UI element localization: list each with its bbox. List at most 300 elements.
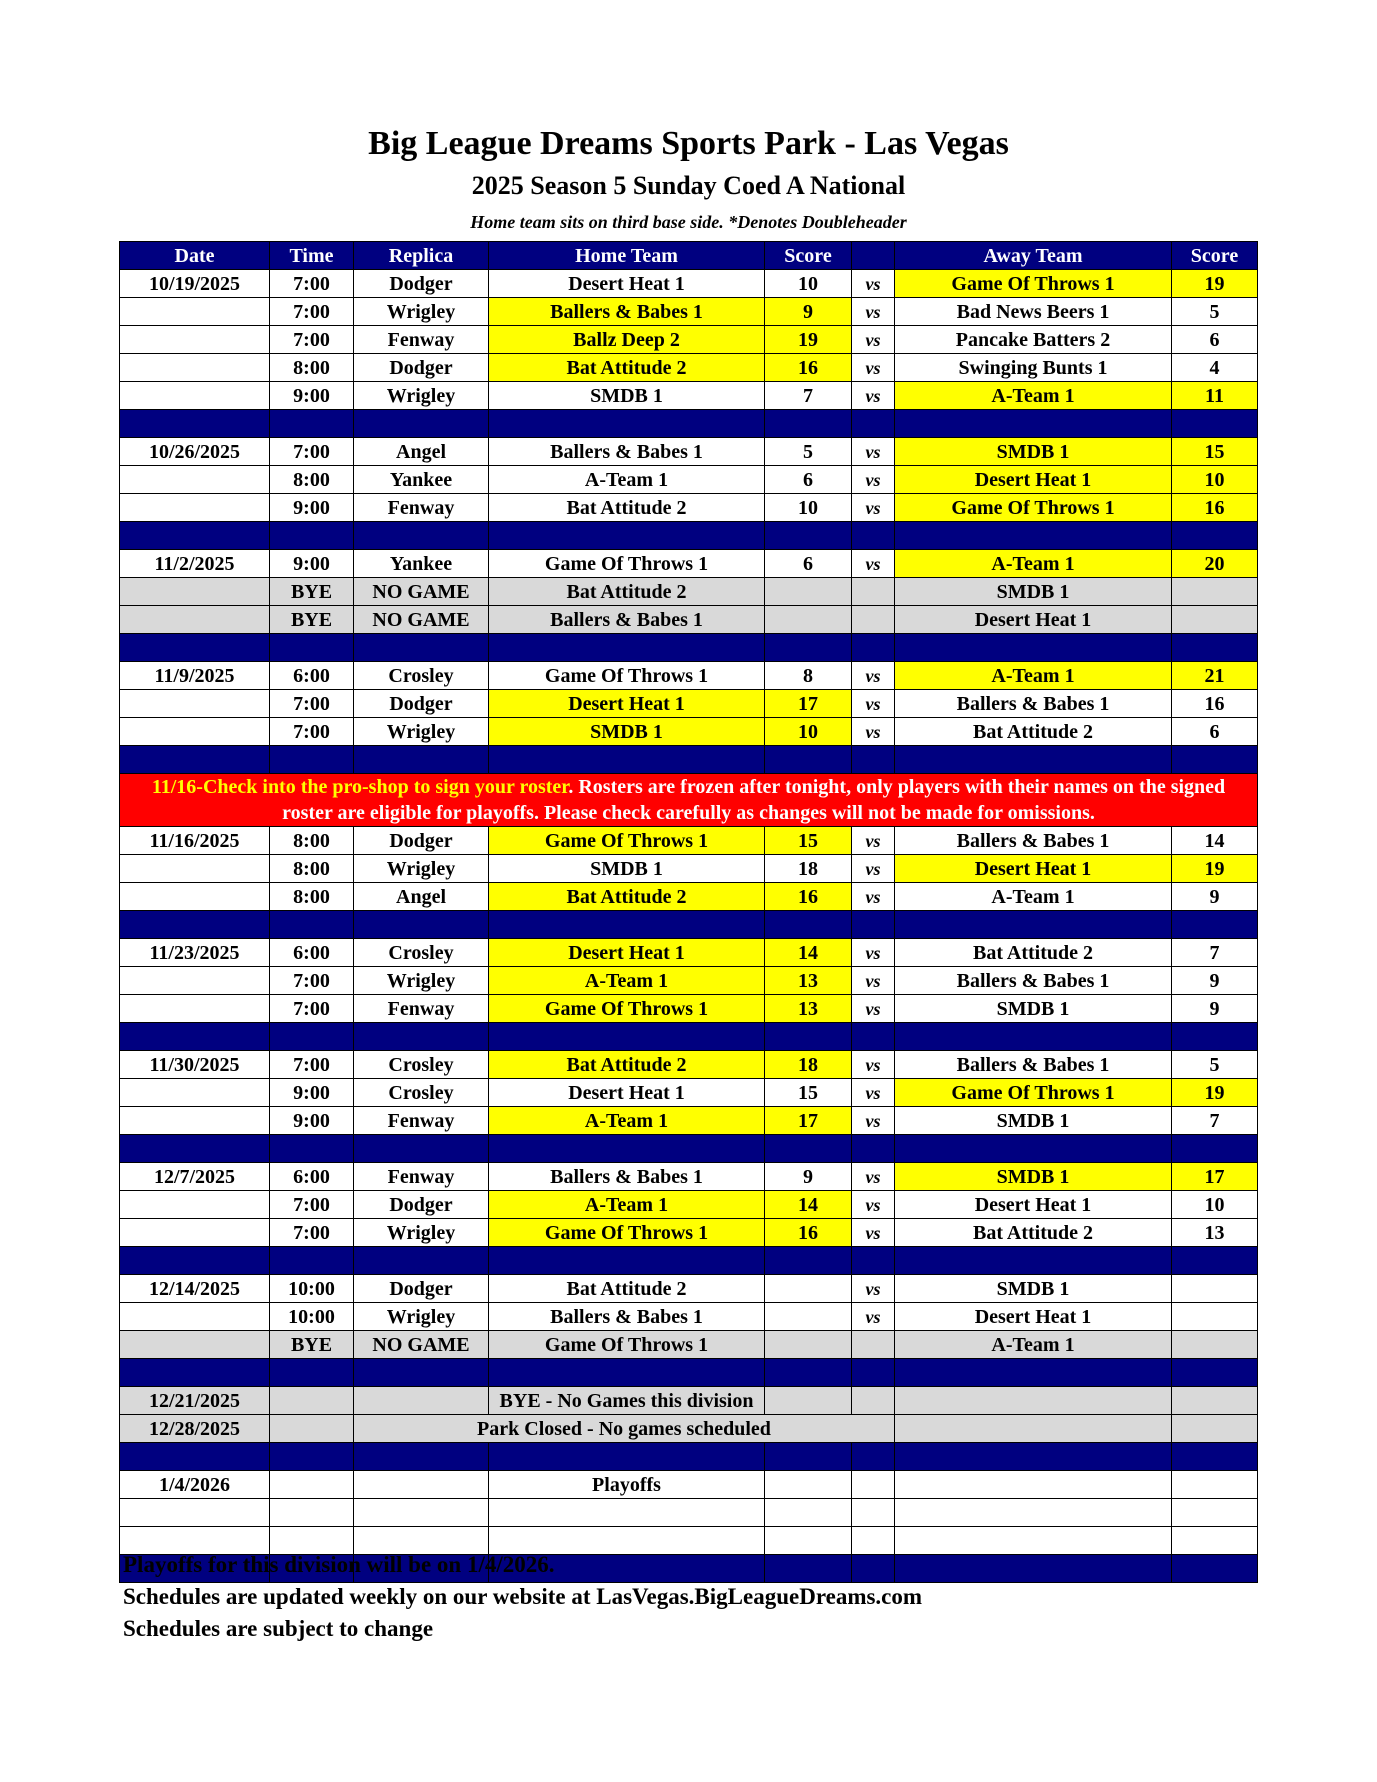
- vs-cell: vs: [852, 1219, 895, 1247]
- separator-cell: [1172, 746, 1258, 774]
- field-cell: Wrigley: [354, 1219, 489, 1247]
- vs-cell: vs: [852, 550, 895, 578]
- separator-cell: [852, 522, 895, 550]
- separator-cell: [489, 746, 765, 774]
- away-score-cell: [1172, 1415, 1258, 1443]
- home-score-cell: 16: [765, 883, 852, 911]
- separator-cell: [1172, 1135, 1258, 1163]
- time-cell: [270, 1415, 354, 1443]
- separator-row: [120, 746, 1258, 774]
- home-score-cell: 10: [765, 270, 852, 298]
- home-team-cell: Desert Heat 1: [489, 939, 765, 967]
- separator-cell: [354, 522, 489, 550]
- home-team-cell: Game Of Throws 1: [489, 995, 765, 1023]
- away-team-cell: [895, 1499, 1172, 1527]
- date-cell: 11/9/2025: [120, 662, 270, 690]
- field-cell: Dodger: [354, 690, 489, 718]
- vs-cell: vs: [852, 466, 895, 494]
- away-team-cell: A-Team 1: [895, 1331, 1172, 1359]
- away-score-cell: 17: [1172, 1163, 1258, 1191]
- away-team-cell: Desert Heat 1: [895, 1191, 1172, 1219]
- home-score-cell: 6: [765, 550, 852, 578]
- date-cell: [120, 995, 270, 1023]
- home-score-cell: [765, 1387, 852, 1415]
- away-team-cell: A-Team 1: [895, 662, 1172, 690]
- game-row: [120, 550, 1258, 578]
- vs-cell: vs: [852, 995, 895, 1023]
- separator-cell: [489, 1443, 765, 1471]
- game-row: [120, 718, 1258, 746]
- home-team-cell: Ballers & Babes 1: [489, 1163, 765, 1191]
- time-cell: 8:00: [270, 883, 354, 911]
- separator-row: [120, 1359, 1258, 1387]
- game-row: [120, 883, 1258, 911]
- date-cell: 11/30/2025: [120, 1051, 270, 1079]
- separator-cell: [354, 1443, 489, 1471]
- vs-cell: [852, 1387, 895, 1415]
- away-score-cell: 15: [1172, 438, 1258, 466]
- separator-cell: [270, 1359, 354, 1387]
- away-score-cell: [1172, 1387, 1258, 1415]
- away-team-cell: Desert Heat 1: [895, 855, 1172, 883]
- vs-cell: [852, 1471, 895, 1499]
- vs-cell: vs: [852, 967, 895, 995]
- separator-cell: [852, 1247, 895, 1275]
- field-cell: Dodger: [354, 827, 489, 855]
- away-score-cell: 21: [1172, 662, 1258, 690]
- time-cell: 6:00: [270, 662, 354, 690]
- away-team-cell: Game Of Throws 1: [895, 270, 1172, 298]
- vs-cell: vs: [852, 939, 895, 967]
- separator-cell: [895, 634, 1172, 662]
- field-cell: Angel: [354, 438, 489, 466]
- away-team-cell: SMDB 1: [895, 578, 1172, 606]
- separator-cell: [354, 1023, 489, 1051]
- separator-cell: [489, 1359, 765, 1387]
- away-team-cell: Bat Attitude 2: [895, 939, 1172, 967]
- away-team-cell: Game Of Throws 1: [895, 1079, 1172, 1107]
- time-cell: 7:00: [270, 326, 354, 354]
- vs-cell: vs: [852, 662, 895, 690]
- home-team-cell: Desert Heat 1: [489, 690, 765, 718]
- away-team-cell: [895, 1387, 1172, 1415]
- field-cell: Dodger: [354, 1275, 489, 1303]
- game-row: [120, 1051, 1258, 1079]
- field-cell: Wrigley: [354, 298, 489, 326]
- game-row: [120, 1191, 1258, 1219]
- date-cell: [120, 578, 270, 606]
- separator-cell: [354, 911, 489, 939]
- separator-cell: [895, 1023, 1172, 1051]
- date-cell: [120, 1107, 270, 1135]
- col-replica: Replica: [354, 242, 489, 270]
- separator-cell: [270, 1023, 354, 1051]
- home-team-cell: Bat Attitude 2: [489, 1275, 765, 1303]
- date-cell: [120, 354, 270, 382]
- time-cell: 10:00: [270, 1275, 354, 1303]
- time-cell: 7:00: [270, 438, 354, 466]
- away-team-cell: A-Team 1: [895, 550, 1172, 578]
- separator-cell: [120, 522, 270, 550]
- home-score-cell: 7: [765, 382, 852, 410]
- date-cell: 12/28/2025: [120, 1415, 270, 1443]
- home-score-cell: 9: [765, 1163, 852, 1191]
- home-score-cell: 15: [765, 827, 852, 855]
- separator-cell: [765, 522, 852, 550]
- time-cell: 7:00: [270, 1051, 354, 1079]
- time-cell: 7:00: [270, 1191, 354, 1219]
- separator-cell: [765, 1023, 852, 1051]
- game-row: [120, 298, 1258, 326]
- home-team-cell: Bat Attitude 2: [489, 494, 765, 522]
- away-score-cell: 10: [1172, 466, 1258, 494]
- separator-cell: [852, 1443, 895, 1471]
- time-cell: [270, 1471, 354, 1499]
- vs-cell: vs: [852, 438, 895, 466]
- game-row: [120, 1471, 1258, 1499]
- home-score-cell: [765, 578, 852, 606]
- away-score-cell: 16: [1172, 494, 1258, 522]
- home-score-cell: 18: [765, 855, 852, 883]
- away-score-cell: 6: [1172, 326, 1258, 354]
- date-cell: 10/26/2025: [120, 438, 270, 466]
- home-team-note: Home team sits on third base side. *Denotes Doubleheader: [470, 212, 907, 232]
- separator-cell: [120, 1443, 270, 1471]
- away-team-cell: [895, 1527, 1172, 1555]
- separator-cell: [489, 911, 765, 939]
- home-team-cell: Desert Heat 1: [489, 270, 765, 298]
- time-cell: 7:00: [270, 270, 354, 298]
- separator-cell: [765, 1247, 852, 1275]
- away-team-cell: SMDB 1: [895, 438, 1172, 466]
- home-score-cell: 9: [765, 298, 852, 326]
- away-score-cell: 14: [1172, 827, 1258, 855]
- away-team-cell: SMDB 1: [895, 1107, 1172, 1135]
- game-row: [120, 855, 1258, 883]
- home-score-cell: [765, 1499, 852, 1527]
- vs-cell: [852, 606, 895, 634]
- schedule-table: [119, 241, 1258, 1583]
- away-team-cell: Desert Heat 1: [895, 606, 1172, 634]
- home-team-cell: A-Team 1: [489, 967, 765, 995]
- date-cell: [120, 382, 270, 410]
- separator-cell: [120, 410, 270, 438]
- footer-playoffs: Playoffs for this division will be on 1/4/2026.: [123, 1552, 555, 1577]
- away-score-cell: 4: [1172, 354, 1258, 382]
- game-row: [120, 967, 1258, 995]
- field-cell: Wrigley: [354, 967, 489, 995]
- field-cell: [354, 1527, 489, 1555]
- game-row: [120, 1107, 1258, 1135]
- separator-cell: [120, 1135, 270, 1163]
- field-cell: Yankee: [354, 550, 489, 578]
- time-cell: 9:00: [270, 550, 354, 578]
- separator-cell: [354, 634, 489, 662]
- separator-cell: [765, 1555, 852, 1583]
- away-score-cell: 9: [1172, 967, 1258, 995]
- separator-cell: [270, 911, 354, 939]
- home-team-cell: Game Of Throws 1: [489, 1331, 765, 1359]
- separator-cell: [852, 1359, 895, 1387]
- home-team-cell: Game Of Throws 1: [489, 550, 765, 578]
- vs-cell: vs: [852, 1163, 895, 1191]
- away-team-cell: Ballers & Babes 1: [895, 827, 1172, 855]
- separator-cell: [270, 746, 354, 774]
- game-row: [120, 270, 1258, 298]
- field-cell: [354, 1499, 489, 1527]
- game-row: [120, 1303, 1258, 1331]
- home-team-cell: SMDB 1: [489, 382, 765, 410]
- away-team-cell: Swinging Bunts 1: [895, 354, 1172, 382]
- vs-cell: vs: [852, 1079, 895, 1107]
- away-team-cell: [895, 1471, 1172, 1499]
- vs-cell: vs: [852, 382, 895, 410]
- home-score-cell: 18: [765, 1051, 852, 1079]
- home-team-cell: [489, 1499, 765, 1527]
- home-score-cell: 14: [765, 939, 852, 967]
- separator-cell: [895, 1247, 1172, 1275]
- separator-cell: [895, 522, 1172, 550]
- away-team-cell: Bad News Beers 1: [895, 298, 1172, 326]
- vs-cell: vs: [852, 1275, 895, 1303]
- date-cell: [120, 466, 270, 494]
- field-cell: Fenway: [354, 995, 489, 1023]
- home-team-cell: Bat Attitude 2: [489, 578, 765, 606]
- bye-row: [120, 606, 1258, 634]
- game-row: [120, 382, 1258, 410]
- home-score-cell: [765, 1303, 852, 1331]
- date-cell: 11/2/2025: [120, 550, 270, 578]
- separator-cell: [852, 746, 895, 774]
- separator-cell: [852, 634, 895, 662]
- separator-cell: [120, 911, 270, 939]
- field-cell: Wrigley: [354, 382, 489, 410]
- away-score-cell: [1172, 1275, 1258, 1303]
- field-cell: Yankee: [354, 466, 489, 494]
- home-score-cell: 14: [765, 1191, 852, 1219]
- away-score-cell: 13: [1172, 1219, 1258, 1247]
- home-score-cell: [765, 1275, 852, 1303]
- field-cell: Wrigley: [354, 718, 489, 746]
- away-team-cell: Bat Attitude 2: [895, 1219, 1172, 1247]
- separator-cell: [270, 522, 354, 550]
- time-cell: BYE: [270, 578, 354, 606]
- field-cell: NO GAME: [354, 1331, 489, 1359]
- time-cell: 8:00: [270, 354, 354, 382]
- separator-cell: [1172, 410, 1258, 438]
- time-cell: 7:00: [270, 967, 354, 995]
- field-cell: Angel: [354, 883, 489, 911]
- separator-cell: [1172, 1247, 1258, 1275]
- away-team-cell: A-Team 1: [895, 883, 1172, 911]
- vs-cell: vs: [852, 1051, 895, 1079]
- date-cell: [120, 1303, 270, 1331]
- field-cell: Fenway: [354, 326, 489, 354]
- date-cell: [120, 298, 270, 326]
- col-date: Date: [120, 242, 270, 270]
- home-score-cell: 13: [765, 995, 852, 1023]
- vs-cell: vs: [852, 1303, 895, 1331]
- separator-cell: [765, 410, 852, 438]
- separator-cell: [1172, 634, 1258, 662]
- home-score-cell: 13: [765, 967, 852, 995]
- date-cell: [120, 1191, 270, 1219]
- schedule-body: [120, 270, 1258, 1583]
- away-team-cell: [895, 1415, 1172, 1443]
- vs-cell: vs: [852, 718, 895, 746]
- time-cell: 10:00: [270, 1303, 354, 1331]
- separator-cell: [489, 522, 765, 550]
- game-row: [120, 1219, 1258, 1247]
- separator-cell: [120, 746, 270, 774]
- away-score-cell: 10: [1172, 1191, 1258, 1219]
- game-row: [120, 1527, 1258, 1555]
- home-score-cell: 19: [765, 326, 852, 354]
- field-cell: Wrigley: [354, 1303, 489, 1331]
- separator-cell: [1172, 1359, 1258, 1387]
- away-score-cell: 7: [1172, 939, 1258, 967]
- away-team-cell: Desert Heat 1: [895, 466, 1172, 494]
- col-time: Time: [270, 242, 354, 270]
- date-cell: [120, 967, 270, 995]
- away-score-cell: [1172, 578, 1258, 606]
- date-cell: [120, 690, 270, 718]
- separator-cell: [270, 1443, 354, 1471]
- separator-row: [120, 410, 1258, 438]
- game-row: [120, 354, 1258, 382]
- date-cell: [120, 1331, 270, 1359]
- home-team-cell: BYE - No Games this division: [489, 1387, 765, 1415]
- field-cell: Crosley: [354, 662, 489, 690]
- field-cell: Dodger: [354, 354, 489, 382]
- separator-cell: [120, 1023, 270, 1051]
- time-cell: 8:00: [270, 466, 354, 494]
- home-score-cell: 6: [765, 466, 852, 494]
- separator-cell: [1172, 1023, 1258, 1051]
- home-score-cell: [765, 606, 852, 634]
- roster-notice-row: [120, 774, 1258, 827]
- separator-cell: [354, 746, 489, 774]
- date-cell: [120, 1079, 270, 1107]
- date-cell: [120, 1219, 270, 1247]
- away-score-cell: 11: [1172, 382, 1258, 410]
- vs-cell: [852, 1527, 895, 1555]
- home-score-cell: 17: [765, 1107, 852, 1135]
- col-home-team: Home Team: [489, 242, 765, 270]
- separator-cell: [270, 634, 354, 662]
- separator-cell: [765, 911, 852, 939]
- home-team-cell: [489, 1527, 765, 1555]
- date-cell: 11/16/2025: [120, 827, 270, 855]
- time-cell: BYE: [270, 1331, 354, 1359]
- away-team-cell: Pancake Batters 2: [895, 326, 1172, 354]
- away-team-cell: SMDB 1: [895, 1275, 1172, 1303]
- separator-cell: [120, 1359, 270, 1387]
- away-score-cell: 19: [1172, 270, 1258, 298]
- time-cell: 6:00: [270, 939, 354, 967]
- park-closed-cell: Park Closed - No games scheduled: [354, 1415, 895, 1443]
- separator-cell: [489, 1247, 765, 1275]
- separator-row: [120, 522, 1258, 550]
- game-row: [120, 494, 1258, 522]
- time-cell: 7:00: [270, 298, 354, 326]
- separator-row: [120, 1135, 1258, 1163]
- separator-cell: [489, 1023, 765, 1051]
- field-cell: NO GAME: [354, 606, 489, 634]
- separator-cell: [765, 1443, 852, 1471]
- game-row: [120, 466, 1258, 494]
- home-team-cell: Ballers & Babes 1: [489, 1303, 765, 1331]
- time-cell: 9:00: [270, 494, 354, 522]
- away-score-cell: 19: [1172, 855, 1258, 883]
- col-away-team: Away Team: [895, 242, 1172, 270]
- vs-cell: [852, 1499, 895, 1527]
- field-cell: Fenway: [354, 1163, 489, 1191]
- away-score-cell: 16: [1172, 690, 1258, 718]
- game-row: [120, 939, 1258, 967]
- footer-website: Schedules are updated weekly on our website at LasVegas.BigLeagueDreams.com: [123, 1584, 923, 1609]
- separator-row: [120, 911, 1258, 939]
- field-cell: [354, 1387, 489, 1415]
- field-cell: Crosley: [354, 939, 489, 967]
- separator-cell: [270, 410, 354, 438]
- separator-cell: [354, 1247, 489, 1275]
- home-team-cell: Ballers & Babes 1: [489, 438, 765, 466]
- time-cell: 6:00: [270, 1163, 354, 1191]
- separator-cell: [895, 1555, 1172, 1583]
- field-cell: Dodger: [354, 270, 489, 298]
- game-row: [120, 1275, 1258, 1303]
- date-cell: 11/23/2025: [120, 939, 270, 967]
- separator-cell: [852, 911, 895, 939]
- home-team-cell: SMDB 1: [489, 855, 765, 883]
- separator-cell: [852, 1023, 895, 1051]
- vs-cell: vs: [852, 354, 895, 382]
- date-cell: [120, 606, 270, 634]
- away-team-cell: Ballers & Babes 1: [895, 1051, 1172, 1079]
- separator-cell: [354, 410, 489, 438]
- away-team-cell: Ballers & Babes 1: [895, 690, 1172, 718]
- away-team-cell: Game Of Throws 1: [895, 494, 1172, 522]
- home-team-cell: Desert Heat 1: [489, 1079, 765, 1107]
- vs-cell: [852, 578, 895, 606]
- separator-cell: [1172, 522, 1258, 550]
- separator-cell: [765, 634, 852, 662]
- vs-cell: vs: [852, 298, 895, 326]
- separator-row: [120, 634, 1258, 662]
- field-cell: NO GAME: [354, 578, 489, 606]
- away-score-cell: [1172, 1331, 1258, 1359]
- separator-cell: [1172, 911, 1258, 939]
- date-cell: 12/21/2025: [120, 1387, 270, 1415]
- home-score-cell: 17: [765, 690, 852, 718]
- vs-cell: vs: [852, 690, 895, 718]
- home-score-cell: 16: [765, 1219, 852, 1247]
- separator-cell: [895, 1359, 1172, 1387]
- time-cell: 9:00: [270, 1079, 354, 1107]
- field-cell: Crosley: [354, 1079, 489, 1107]
- separator-cell: [354, 1359, 489, 1387]
- away-score-cell: 19: [1172, 1079, 1258, 1107]
- vs-cell: vs: [852, 827, 895, 855]
- home-score-cell: [765, 1527, 852, 1555]
- game-row: [120, 995, 1258, 1023]
- home-score-cell: [765, 1471, 852, 1499]
- home-score-cell: 5: [765, 438, 852, 466]
- field-cell: Crosley: [354, 1051, 489, 1079]
- separator-cell: [270, 1135, 354, 1163]
- separator-cell: [1172, 1443, 1258, 1471]
